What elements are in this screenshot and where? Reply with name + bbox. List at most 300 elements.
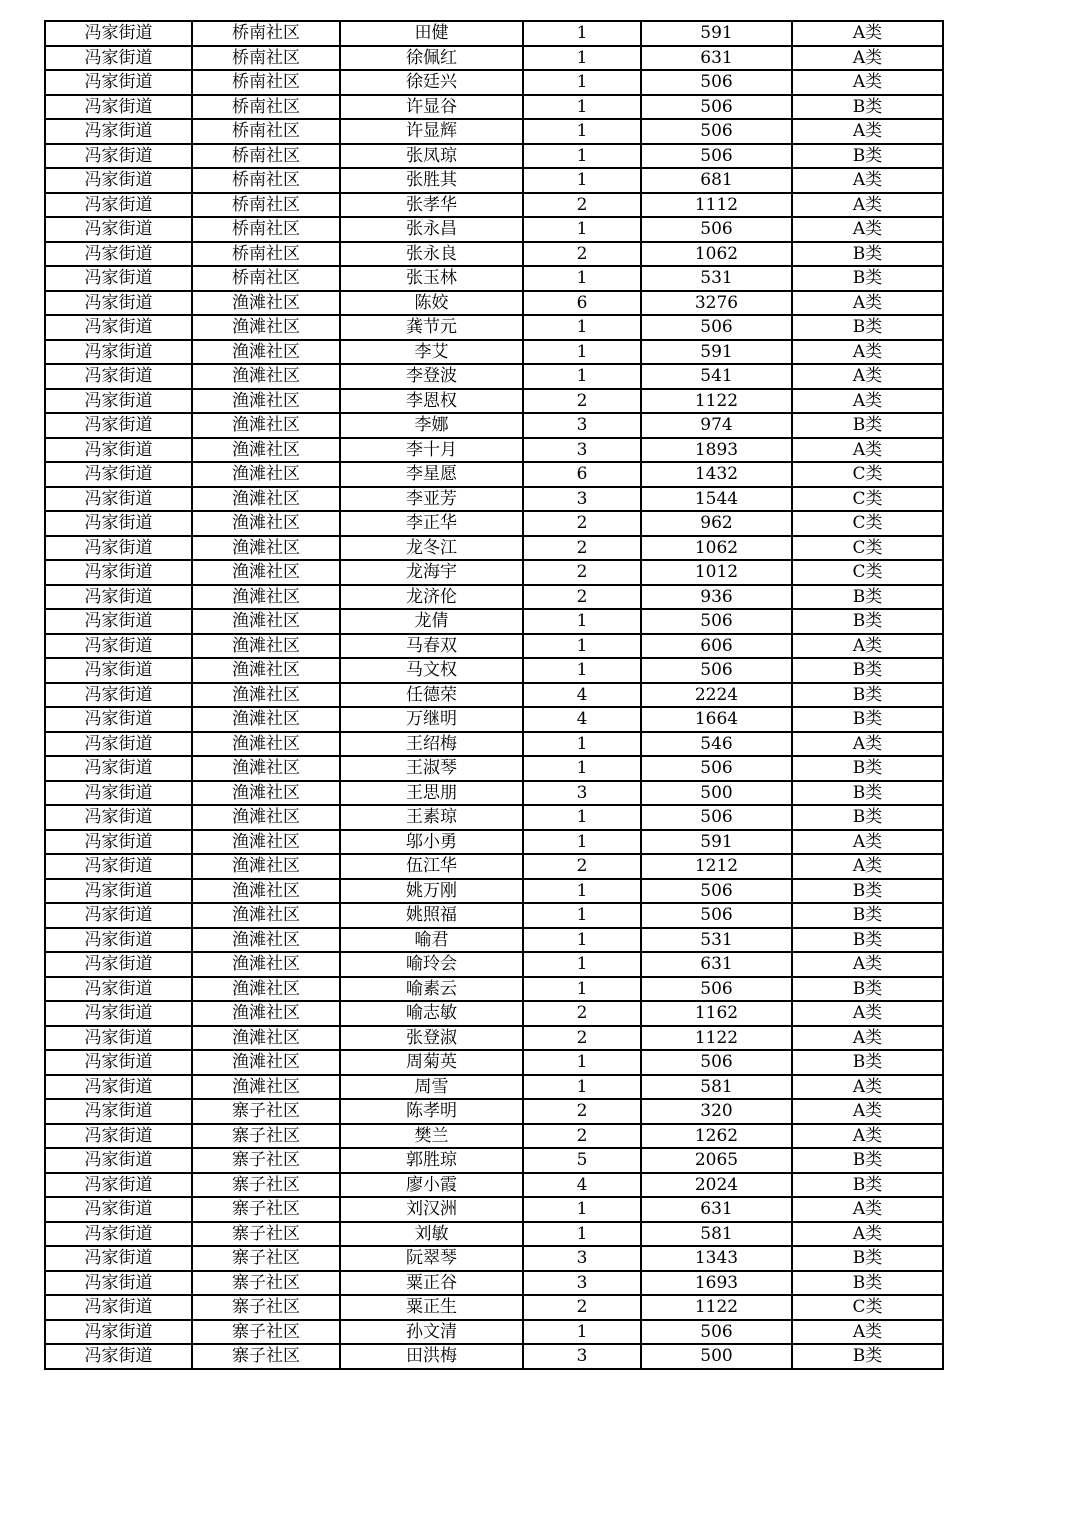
amount-cell: 591 [641,21,792,46]
community-cell: 桥南社区 [192,168,340,193]
street-cell: 冯家街道 [45,977,192,1002]
table-row [45,634,943,659]
household-size-cell: 1 [523,732,641,757]
amount-cell: 546 [641,732,792,757]
table-row [45,1148,943,1173]
household-size-cell: 3 [523,487,641,512]
amount-cell: 2024 [641,1173,792,1198]
street-cell: 冯家街道 [45,634,192,659]
street-cell: 冯家街道 [45,389,192,414]
name-cell: 樊兰 [340,1124,523,1149]
category-cell: A类 [792,193,943,218]
household-size-cell: 1 [523,1222,641,1247]
category-cell: B类 [792,1246,943,1271]
name-cell: 龙济伦 [340,585,523,610]
name-cell: 姚照福 [340,903,523,928]
amount-cell: 962 [641,511,792,536]
community-cell: 渔滩社区 [192,536,340,561]
name-cell: 邬小勇 [340,830,523,855]
category-cell: B类 [792,95,943,120]
name-cell: 田洪梅 [340,1344,523,1369]
household-size-cell: 1 [523,928,641,953]
amount-cell: 531 [641,266,792,291]
amount-cell: 1212 [641,854,792,879]
street-cell: 冯家街道 [45,1197,192,1222]
category-cell: A类 [792,1099,943,1124]
street-cell: 冯家街道 [45,609,192,634]
category-cell: A类 [792,952,943,977]
amount-cell: 1062 [641,242,792,267]
table-row [45,21,943,46]
street-cell: 冯家街道 [45,1271,192,1296]
community-cell: 桥南社区 [192,193,340,218]
table-row [45,1075,943,1100]
amount-cell: 506 [641,315,792,340]
amount-cell: 591 [641,830,792,855]
street-cell: 冯家街道 [45,805,192,830]
name-cell: 李亚芳 [340,487,523,512]
name-cell: 王绍梅 [340,732,523,757]
name-cell: 喻玲会 [340,952,523,977]
street-cell: 冯家街道 [45,1320,192,1345]
category-cell: B类 [792,683,943,708]
community-cell: 渔滩社区 [192,609,340,634]
household-size-cell: 2 [523,1295,641,1320]
household-size-cell: 1 [523,830,641,855]
street-cell: 冯家街道 [45,340,192,365]
household-size-cell: 2 [523,1001,641,1026]
table-row [45,658,943,683]
category-cell: B类 [792,266,943,291]
community-cell: 寨子社区 [192,1173,340,1198]
household-size-cell: 2 [523,242,641,267]
name-cell: 刘敏 [340,1222,523,1247]
street-cell: 冯家街道 [45,952,192,977]
table-row [45,291,943,316]
community-cell: 寨子社区 [192,1124,340,1149]
street-cell: 冯家街道 [45,732,192,757]
category-cell: B类 [792,781,943,806]
name-cell: 李娜 [340,413,523,438]
category-cell: A类 [792,1124,943,1149]
street-cell: 冯家街道 [45,511,192,536]
street-cell: 冯家街道 [45,903,192,928]
household-size-cell: 3 [523,413,641,438]
household-size-cell: 4 [523,707,641,732]
category-cell: B类 [792,756,943,781]
category-cell: A类 [792,1320,943,1345]
amount-cell: 581 [641,1075,792,1100]
amount-cell: 506 [641,609,792,634]
table-row [45,364,943,389]
name-cell: 姚万刚 [340,879,523,904]
category-cell: B类 [792,1050,943,1075]
table-row [45,119,943,144]
household-size-cell: 1 [523,805,641,830]
household-size-cell: 2 [523,1026,641,1051]
category-cell: A类 [792,119,943,144]
street-cell: 冯家街道 [45,1026,192,1051]
amount-cell: 1893 [641,438,792,463]
street-cell: 冯家街道 [45,315,192,340]
name-cell: 陈姣 [340,291,523,316]
street-cell: 冯家街道 [45,1295,192,1320]
category-cell: A类 [792,438,943,463]
table-row [45,1320,943,1345]
table-row [45,217,943,242]
name-cell: 马春双 [340,634,523,659]
name-cell: 周雪 [340,1075,523,1100]
table-row [45,609,943,634]
name-cell: 许显谷 [340,95,523,120]
community-cell: 桥南社区 [192,21,340,46]
table-row [45,168,943,193]
street-cell: 冯家街道 [45,217,192,242]
street-cell: 冯家街道 [45,781,192,806]
amount-cell: 506 [641,977,792,1002]
name-cell: 马文权 [340,658,523,683]
table-row [45,585,943,610]
name-cell: 张孝华 [340,193,523,218]
street-cell: 冯家街道 [45,462,192,487]
street-cell: 冯家街道 [45,168,192,193]
table-row [45,1295,943,1320]
amount-cell: 1122 [641,389,792,414]
community-cell: 寨子社区 [192,1246,340,1271]
street-cell: 冯家街道 [45,364,192,389]
community-cell: 寨子社区 [192,1295,340,1320]
street-cell: 冯家街道 [45,536,192,561]
household-size-cell: 3 [523,438,641,463]
community-cell: 渔滩社区 [192,364,340,389]
table-row [45,805,943,830]
table-row [45,242,943,267]
name-cell: 龙冬江 [340,536,523,561]
amount-cell: 506 [641,217,792,242]
table-row [45,1026,943,1051]
name-cell: 陈孝明 [340,1099,523,1124]
table-row [45,1246,943,1271]
category-cell: A类 [792,1001,943,1026]
household-size-cell: 1 [523,1075,641,1100]
community-cell: 渔滩社区 [192,756,340,781]
category-cell: C类 [792,1295,943,1320]
name-cell: 喻素云 [340,977,523,1002]
category-cell: B类 [792,707,943,732]
table-row [45,389,943,414]
community-cell: 寨子社区 [192,1099,340,1124]
table-row [45,487,943,512]
category-cell: B类 [792,144,943,169]
category-cell: A类 [792,1197,943,1222]
community-cell: 寨子社区 [192,1197,340,1222]
table-row [45,928,943,953]
amount-cell: 506 [641,1320,792,1345]
category-cell: B类 [792,413,943,438]
household-size-cell: 2 [523,585,641,610]
household-size-cell: 1 [523,1197,641,1222]
street-cell: 冯家街道 [45,1148,192,1173]
name-cell: 万继明 [340,707,523,732]
household-size-cell: 1 [523,21,641,46]
name-cell: 张玉林 [340,266,523,291]
amount-cell: 3276 [641,291,792,316]
amount-cell: 506 [641,119,792,144]
household-size-cell: 1 [523,658,641,683]
name-cell: 徐佩红 [340,46,523,71]
street-cell: 冯家街道 [45,830,192,855]
table-row [45,46,943,71]
household-size-cell: 2 [523,854,641,879]
table-row [45,756,943,781]
category-cell: B类 [792,658,943,683]
table-row [45,683,943,708]
table-row [45,511,943,536]
household-size-cell: 1 [523,70,641,95]
table-row [45,266,943,291]
name-cell: 王思朋 [340,781,523,806]
community-cell: 渔滩社区 [192,732,340,757]
street-cell: 冯家街道 [45,928,192,953]
community-cell: 渔滩社区 [192,1075,340,1100]
category-cell: A类 [792,634,943,659]
table-row [45,1271,943,1296]
name-cell: 粟正谷 [340,1271,523,1296]
household-size-cell: 1 [523,1320,641,1345]
street-cell: 冯家街道 [45,1001,192,1026]
street-cell: 冯家街道 [45,1099,192,1124]
household-size-cell: 1 [523,266,641,291]
category-cell: B类 [792,585,943,610]
street-cell: 冯家街道 [45,193,192,218]
street-cell: 冯家街道 [45,854,192,879]
street-cell: 冯家街道 [45,242,192,267]
table-row [45,952,943,977]
category-cell: B类 [792,609,943,634]
name-cell: 李登波 [340,364,523,389]
household-size-cell: 4 [523,683,641,708]
community-cell: 桥南社区 [192,242,340,267]
street-cell: 冯家街道 [45,95,192,120]
community-cell: 渔滩社区 [192,413,340,438]
category-cell: A类 [792,168,943,193]
household-size-cell: 1 [523,977,641,1002]
household-size-cell: 1 [523,952,641,977]
table-row [45,1222,943,1247]
community-cell: 渔滩社区 [192,462,340,487]
household-size-cell: 3 [523,781,641,806]
amount-cell: 1112 [641,193,792,218]
amount-cell: 531 [641,928,792,953]
household-size-cell: 1 [523,217,641,242]
table-row [45,315,943,340]
category-cell: A类 [792,46,943,71]
name-cell: 张登淑 [340,1026,523,1051]
table-row [45,462,943,487]
amount-cell: 541 [641,364,792,389]
name-cell: 田健 [340,21,523,46]
name-cell: 阮翠琴 [340,1246,523,1271]
amount-cell: 1664 [641,707,792,732]
street-cell: 冯家街道 [45,683,192,708]
street-cell: 冯家街道 [45,756,192,781]
household-size-cell: 3 [523,1271,641,1296]
community-cell: 寨子社区 [192,1222,340,1247]
household-size-cell: 2 [523,1099,641,1124]
category-cell: A类 [792,70,943,95]
household-size-cell: 2 [523,389,641,414]
table-row [45,1197,943,1222]
community-cell: 渔滩社区 [192,805,340,830]
category-cell: B类 [792,805,943,830]
amount-cell: 2224 [641,683,792,708]
amount-cell: 1432 [641,462,792,487]
amount-cell: 1122 [641,1295,792,1320]
amount-cell: 320 [641,1099,792,1124]
amount-cell: 506 [641,658,792,683]
name-cell: 许显辉 [340,119,523,144]
amount-cell: 1012 [641,560,792,585]
category-cell: B类 [792,879,943,904]
amount-cell: 1343 [641,1246,792,1271]
name-cell: 李艾 [340,340,523,365]
community-cell: 渔滩社区 [192,487,340,512]
amount-cell: 506 [641,144,792,169]
community-cell: 渔滩社区 [192,1001,340,1026]
street-cell: 冯家街道 [45,413,192,438]
household-size-cell: 2 [523,193,641,218]
street-cell: 冯家街道 [45,658,192,683]
name-cell: 伍江华 [340,854,523,879]
table-row [45,830,943,855]
table-row [45,560,943,585]
name-cell: 任德荣 [340,683,523,708]
amount-cell: 506 [641,756,792,781]
household-size-cell: 1 [523,95,641,120]
table-row [45,1050,943,1075]
community-cell: 渔滩社区 [192,340,340,365]
name-cell: 喻志敏 [340,1001,523,1026]
street-cell: 冯家街道 [45,21,192,46]
category-cell: A类 [792,1026,943,1051]
community-cell: 桥南社区 [192,95,340,120]
table-body [45,21,943,1369]
table-row [45,1001,943,1026]
community-cell: 寨子社区 [192,1344,340,1369]
community-cell: 桥南社区 [192,119,340,144]
amount-cell: 1544 [641,487,792,512]
table-row [45,70,943,95]
household-size-cell: 4 [523,1173,641,1198]
amount-cell: 974 [641,413,792,438]
category-cell: A类 [792,854,943,879]
household-size-cell: 1 [523,756,641,781]
name-cell: 徐廷兴 [340,70,523,95]
street-cell: 冯家街道 [45,438,192,463]
community-cell: 桥南社区 [192,70,340,95]
amount-cell: 681 [641,168,792,193]
household-size-cell: 2 [523,560,641,585]
name-cell: 李星愿 [340,462,523,487]
street-cell: 冯家街道 [45,1173,192,1198]
table-row [45,1173,943,1198]
name-cell: 周菊英 [340,1050,523,1075]
category-cell: C类 [792,560,943,585]
amount-cell: 506 [641,70,792,95]
table-row [45,854,943,879]
street-cell: 冯家街道 [45,1246,192,1271]
table-row [45,536,943,561]
street-cell: 冯家街道 [45,560,192,585]
data-table [44,20,944,1370]
amount-cell: 500 [641,1344,792,1369]
category-cell: C类 [792,487,943,512]
community-cell: 寨子社区 [192,1320,340,1345]
name-cell: 李恩权 [340,389,523,414]
table-row [45,732,943,757]
household-size-cell: 1 [523,1050,641,1075]
household-size-cell: 1 [523,168,641,193]
amount-cell: 506 [641,879,792,904]
table-row [45,340,943,365]
name-cell: 喻君 [340,928,523,953]
table-row [45,1344,943,1369]
community-cell: 渔滩社区 [192,389,340,414]
household-size-cell: 1 [523,340,641,365]
amount-cell: 2065 [641,1148,792,1173]
table-row [45,903,943,928]
household-size-cell: 2 [523,511,641,536]
category-cell: B类 [792,315,943,340]
category-cell: C类 [792,536,943,561]
name-cell: 孙文清 [340,1320,523,1345]
amount-cell: 631 [641,1197,792,1222]
community-cell: 渔滩社区 [192,1050,340,1075]
amount-cell: 591 [641,340,792,365]
community-cell: 桥南社区 [192,46,340,71]
name-cell: 王素琼 [340,805,523,830]
street-cell: 冯家街道 [45,487,192,512]
street-cell: 冯家街道 [45,1075,192,1100]
name-cell: 李正华 [340,511,523,536]
name-cell: 张永昌 [340,217,523,242]
name-cell: 粟正生 [340,1295,523,1320]
street-cell: 冯家街道 [45,266,192,291]
amount-cell: 506 [641,1050,792,1075]
name-cell: 王淑琴 [340,756,523,781]
name-cell: 龙海宇 [340,560,523,585]
community-cell: 渔滩社区 [192,585,340,610]
category-cell: B类 [792,1344,943,1369]
community-cell: 渔滩社区 [192,634,340,659]
household-size-cell: 1 [523,609,641,634]
table-row [45,144,943,169]
name-cell: 张胜其 [340,168,523,193]
category-cell: A类 [792,389,943,414]
category-cell: A类 [792,291,943,316]
household-size-cell: 1 [523,144,641,169]
community-cell: 渔滩社区 [192,315,340,340]
amount-cell: 1162 [641,1001,792,1026]
street-cell: 冯家街道 [45,1344,192,1369]
category-cell: A类 [792,732,943,757]
table-row [45,977,943,1002]
name-cell: 张凤琼 [340,144,523,169]
amount-cell: 500 [641,781,792,806]
street-cell: 冯家街道 [45,119,192,144]
category-cell: B类 [792,242,943,267]
category-cell: A类 [792,830,943,855]
